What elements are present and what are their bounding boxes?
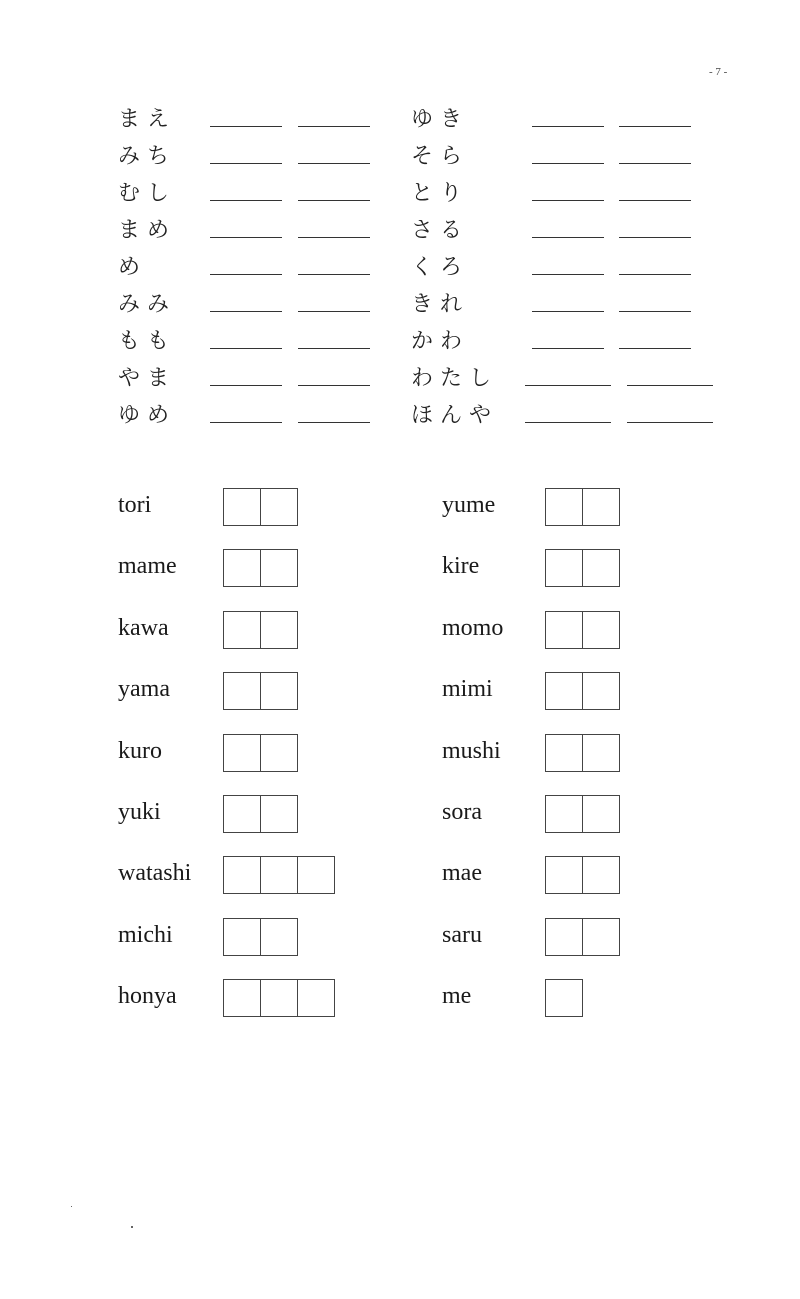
character-box[interactable] — [582, 611, 620, 649]
kana-word: きれ — [411, 292, 470, 317]
answer-blank[interactable] — [532, 274, 604, 275]
character-boxes — [223, 918, 297, 956]
character-box[interactable] — [223, 549, 261, 587]
character-box[interactable] — [223, 611, 261, 649]
character-box[interactable] — [545, 918, 583, 956]
page-number: - 7 - — [709, 66, 728, 78]
answer-blank[interactable] — [298, 422, 370, 423]
character-box[interactable] — [297, 856, 335, 894]
character-box[interactable] — [260, 856, 298, 894]
kana-word: とり — [411, 181, 470, 206]
character-box[interactable] — [223, 856, 261, 894]
romaji-word: yume — [442, 492, 496, 518]
romaji-word: michi — [118, 921, 173, 948]
character-box[interactable] — [545, 611, 583, 649]
character-boxes — [223, 979, 334, 1017]
character-box[interactable] — [297, 979, 335, 1017]
answer-blank[interactable] — [532, 348, 604, 349]
answer-blank[interactable] — [210, 237, 282, 238]
character-boxes — [545, 856, 619, 894]
character-box[interactable] — [582, 734, 620, 772]
romaji-word: tori — [118, 492, 152, 518]
romaji-word: saru — [442, 921, 482, 948]
kana-word: みち — [118, 144, 177, 169]
character-box[interactable] — [260, 672, 298, 710]
kana-word: そら — [411, 144, 470, 169]
kana-word: くろ — [411, 255, 470, 280]
kana-word: まえ — [118, 107, 177, 132]
character-boxes — [545, 672, 619, 710]
character-box[interactable] — [545, 795, 583, 833]
character-box[interactable] — [260, 549, 298, 587]
character-boxes — [545, 488, 619, 526]
romaji-word: momo — [442, 614, 504, 641]
character-boxes — [545, 611, 619, 649]
kana-word: みみ — [118, 292, 177, 317]
character-box[interactable] — [260, 979, 298, 1017]
kana-word: やま — [118, 366, 177, 391]
kana-word: むし — [118, 181, 177, 206]
answer-blank[interactable] — [210, 200, 282, 201]
answer-blank[interactable] — [525, 422, 611, 423]
romaji-word: mushi — [442, 737, 501, 764]
character-box[interactable] — [545, 856, 583, 894]
character-box[interactable] — [582, 918, 620, 956]
character-box[interactable] — [223, 918, 261, 956]
answer-blank[interactable] — [619, 200, 691, 201]
kana-word: わたし — [411, 366, 499, 391]
character-boxes — [545, 795, 619, 833]
character-box[interactable] — [582, 856, 620, 894]
answer-blank[interactable] — [210, 126, 282, 127]
character-box[interactable] — [223, 734, 261, 772]
answer-blank[interactable] — [619, 126, 691, 127]
character-boxes — [223, 734, 297, 772]
character-boxes — [545, 979, 582, 1017]
kana-word: かわ — [411, 329, 470, 354]
answer-blank[interactable] — [532, 311, 604, 312]
answer-blank[interactable] — [619, 311, 691, 312]
kana-word: ゆめ — [118, 403, 177, 428]
romaji-word: mae — [442, 860, 482, 887]
character-box[interactable] — [545, 549, 583, 587]
character-boxes — [223, 488, 297, 526]
character-box[interactable] — [260, 488, 298, 526]
character-box[interactable] — [545, 672, 583, 710]
answer-blank[interactable] — [298, 348, 370, 349]
character-box[interactable] — [260, 795, 298, 833]
answer-blank[interactable] — [298, 237, 370, 238]
romaji-word: watashi — [118, 860, 192, 887]
answer-blank[interactable] — [210, 311, 282, 312]
kana-word: まめ — [118, 218, 177, 243]
romaji-word: kuro — [118, 737, 162, 764]
answer-blank[interactable] — [298, 126, 370, 127]
answer-blank[interactable] — [532, 237, 604, 238]
answer-blank[interactable] — [619, 237, 691, 238]
character-box[interactable] — [223, 488, 261, 526]
answer-blank[interactable] — [532, 163, 604, 164]
romaji-word: honya — [118, 983, 177, 1010]
character-boxes — [223, 549, 297, 587]
character-box[interactable] — [260, 734, 298, 772]
answer-blank[interactable] — [532, 200, 604, 201]
answer-blank[interactable] — [298, 311, 370, 312]
romaji-word: mimi — [442, 676, 493, 703]
character-box[interactable] — [260, 611, 298, 649]
answer-blank[interactable] — [298, 200, 370, 201]
answer-blank[interactable] — [627, 422, 713, 423]
character-box[interactable] — [545, 488, 583, 526]
character-boxes — [223, 795, 297, 833]
answer-blank[interactable] — [298, 385, 370, 386]
scan-speck — [131, 1226, 133, 1228]
romaji-word: me — [442, 983, 472, 1010]
character-box[interactable] — [582, 488, 620, 526]
answer-blank[interactable] — [619, 163, 691, 164]
kana-word: ほんや — [411, 403, 499, 428]
character-box[interactable] — [545, 734, 583, 772]
answer-blank[interactable] — [619, 274, 691, 275]
kana-word: ゆき — [411, 107, 470, 132]
answer-blank[interactable] — [210, 163, 282, 164]
character-boxes — [545, 734, 619, 772]
character-box[interactable] — [260, 918, 298, 956]
kana-word: さる — [411, 218, 470, 243]
answer-blank[interactable] — [619, 348, 691, 349]
kana-word: もも — [118, 329, 177, 354]
answer-blank[interactable] — [210, 385, 282, 386]
character-box[interactable] — [223, 979, 261, 1017]
scan-speck — [71, 1206, 72, 1207]
romaji-word: sora — [442, 798, 482, 825]
character-box[interactable] — [223, 672, 261, 710]
character-box[interactable] — [223, 795, 261, 833]
romaji-word: kawa — [118, 614, 169, 641]
answer-blank[interactable] — [525, 385, 611, 386]
answer-blank[interactable] — [210, 348, 282, 349]
answer-blank[interactable] — [298, 163, 370, 164]
answer-blank[interactable] — [532, 126, 604, 127]
character-box[interactable] — [545, 979, 583, 1017]
answer-blank[interactable] — [210, 274, 282, 275]
romaji-word: mame — [118, 553, 177, 580]
romaji-word: kire — [442, 553, 480, 580]
romaji-word: yuki — [118, 798, 161, 825]
character-boxes — [223, 856, 334, 894]
character-box[interactable] — [582, 549, 620, 587]
character-boxes — [223, 672, 297, 710]
character-boxes — [223, 611, 297, 649]
character-box[interactable] — [582, 672, 620, 710]
character-boxes — [545, 549, 619, 587]
character-box[interactable] — [582, 795, 620, 833]
answer-blank[interactable] — [627, 385, 713, 386]
answer-blank[interactable] — [210, 422, 282, 423]
romaji-word: yama — [118, 676, 170, 703]
answer-blank[interactable] — [298, 274, 370, 275]
character-boxes — [545, 918, 619, 956]
kana-word: め — [118, 255, 148, 280]
